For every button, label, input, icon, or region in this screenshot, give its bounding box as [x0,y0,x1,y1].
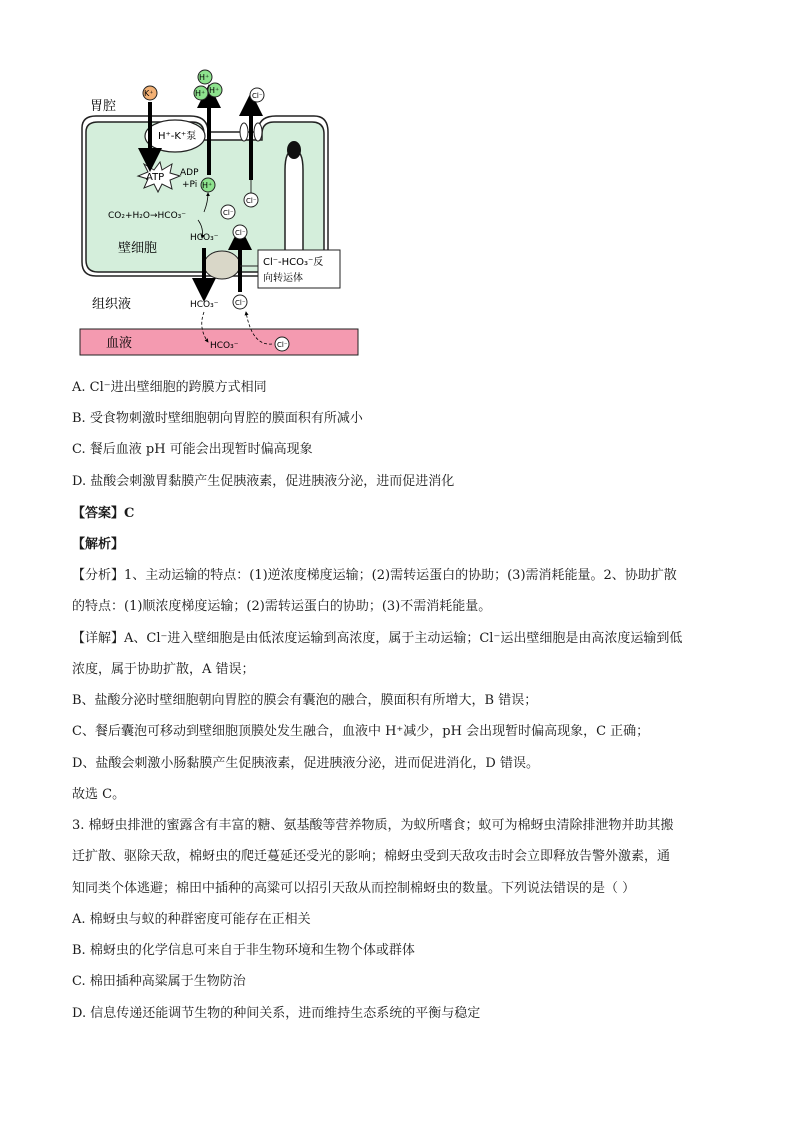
cl-ion-label: Cl⁻ [223,209,234,217]
cl-ion-label: Cl⁻ [235,299,246,307]
h-ion-label: H⁺ [209,86,220,95]
q2-option-c: C. 餐后血液 pH 可能会出现暂时偏高现象 [72,442,313,457]
parietal-cell-label: 壁细胞 [118,241,158,256]
cl-hco3-antiporter [204,251,240,279]
hco3-cell-label: HCO₃⁻ [190,233,219,243]
reaction-label: CO₂+H₂O→HCO₃⁻ [108,211,187,221]
detail-line-2: 浓度，属于协助扩散，A 错误； [72,662,255,677]
q3-option-d: D. 信息传递还能调节生物的种间关系，进而维持生态系统的平衡与稳定 [72,1006,481,1021]
cl-ion-label: Cl⁻ [246,197,257,205]
q3-option-c: C. 棉田插种高粱属于生物防治 [72,974,246,989]
tissue-fluid-label: 组织液 [92,297,132,312]
adp-label: ADP [180,168,199,178]
blood-label: 血液 [106,336,133,351]
question3-line-3: 知同类个体逃避；棉田中插种的高粱可以招引天敌从而控制棉蚜虫的数量。下列说法错误的是（ ） [72,881,636,896]
question3-line-1: 3. 棉蚜虫排泄的蜜露含有丰富的糖、氨基酸等营养物质，为蚁所嗜食；蚁可为棉蚜虫清除排泄物并助其搬 [72,818,674,833]
analysis-heading: 【解析】 [72,537,125,552]
stomach-cavity-label: 胃腔 [90,99,117,114]
parietal-cell-diagram [72,60,372,365]
detail-line-1: 【详解】A、Cl⁻进入壁细胞是由低浓度运输到高浓度，属于主动运输；Cl⁻运出壁细胞是由高浓度运输到低 [72,631,683,646]
hco3-blood-label: HCO₃⁻ [210,341,239,351]
pi-label: +Pi [182,180,198,190]
cl-channel-right [254,123,262,141]
q2-option-b: B. 受食物刺激时壁细胞朝向胃腔的膜面积有所减小 [72,411,363,426]
q3-option-a: A. 棉蚜虫与蚁的种群密度可能存在正相关 [72,912,311,927]
answer-line: 【答案】C [72,506,135,521]
detail-line-3: B、盐酸分泌时壁细胞朝向胃腔的膜会有囊泡的融合，膜面积有所增大，B 错误； [72,693,538,708]
question3-line-2: 迁扩散、驱除天敌，棉蚜虫的爬迁蔓延还受光的影响；棉蚜虫受到天敌攻击时会立即释放告警外激素，通 [72,849,671,864]
tight-junction [287,141,301,159]
h-ion-label: H⁺ [195,89,206,98]
pump-label: H⁺-K⁺泵 [158,131,197,142]
cl-ion-label: Cl⁻ [252,92,263,100]
q2-option-d: D. 盐酸会刺激胃黏膜产生促胰液素，促进胰液分泌，进而促进消化 [72,474,455,489]
q2-option-a: A. Cl⁻进出壁细胞的跨膜方式相同 [72,380,267,395]
antiporter-label-2: 向转运体 [263,273,303,284]
cl-ion-label: Cl⁻ [277,341,288,349]
detail-line-5: D、盐酸会刺激小肠黏膜产生促胰液素，促进胰液分泌，进而促进消化，D 错误。 [72,756,539,771]
k-ion-label: K⁺ [144,89,154,98]
cl-channel-left [240,123,248,141]
detail-line-4: C、餐后囊泡可移动到壁细胞顶膜处发生融合，血液中 H⁺减少，pH 会出现暂时偏高现象，C 正确； [72,724,650,739]
h-ion-label: H⁺ [202,181,213,190]
q3-option-b: B. 棉蚜虫的化学信息可来自于非生物环境和生物个体或群体 [72,943,415,958]
antiporter-label-1: Cl⁻-HCO₃⁻反 [263,257,324,268]
detail-line-6: 故选 C。 [72,787,126,802]
hco3-tissue-label: HCO₃⁻ [190,300,219,310]
cl-ion-label: Cl⁻ [235,229,246,237]
analysis-line-1: 【分析】1、主动运输的特点：(1)逆浓度梯度运输；(2)需转运蛋白的协助；(3)需消耗能量。2、协助扩散 [72,568,677,583]
atp-label: ATP [146,172,165,183]
analysis-line-2: 的特点：(1)顺浓度梯度运输；(2)需转运蛋白的协助；(3)不需消耗能量。 [72,599,492,614]
h-ion-label: H⁺ [199,73,210,82]
